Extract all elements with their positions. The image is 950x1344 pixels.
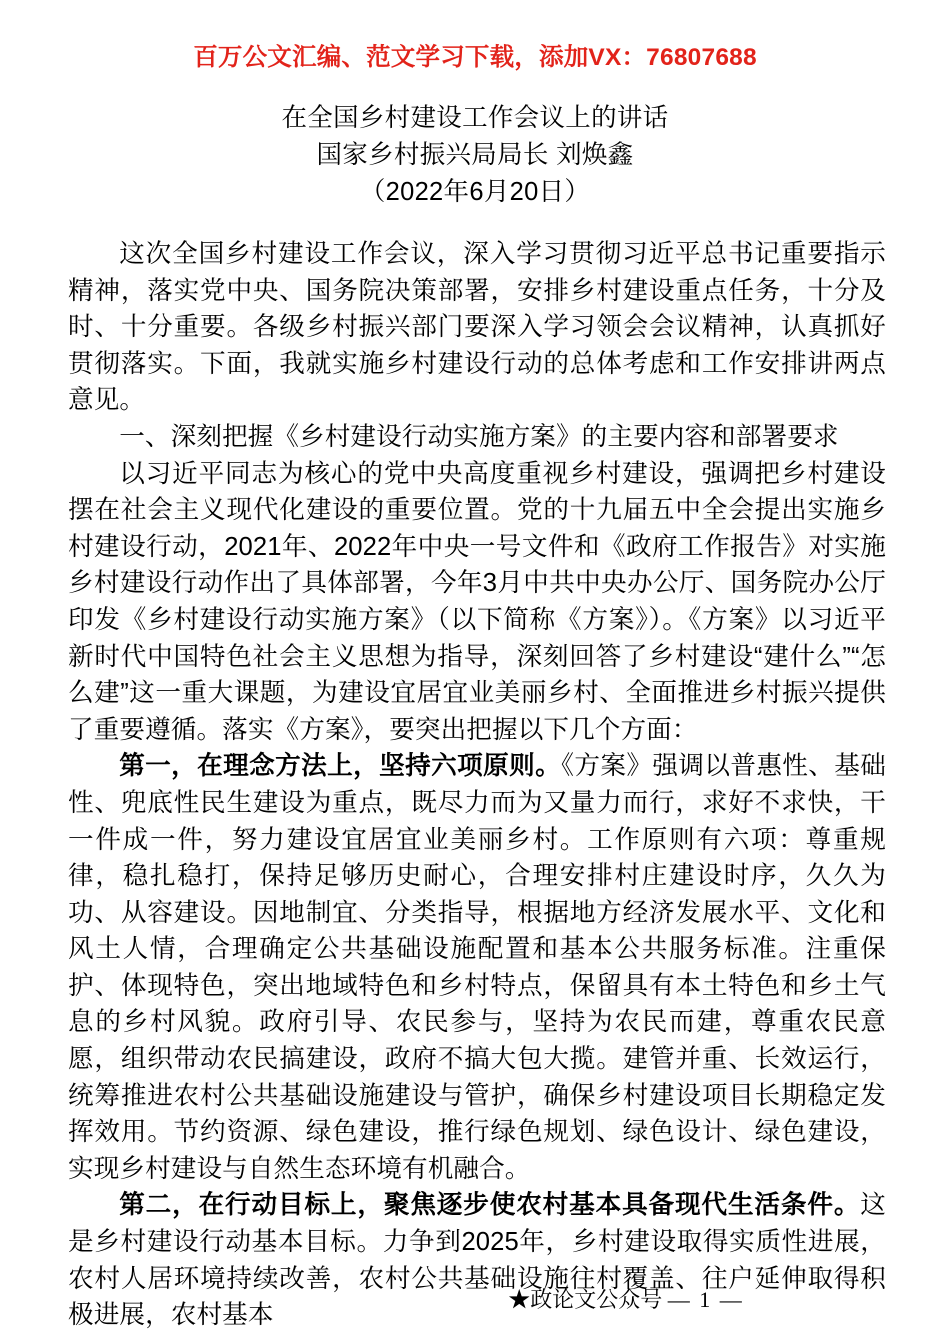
document-date: （2022年6月20日） bbox=[359, 178, 591, 206]
footer-dash-right: — bbox=[719, 1287, 742, 1312]
footer-inner bbox=[508, 1283, 742, 1314]
page-footer bbox=[0, 1283, 950, 1314]
footer-brand-label: ★政论文公众号 bbox=[508, 1287, 663, 1312]
document-author: 国家乡村振兴局局长 刘焕鑫 bbox=[316, 141, 634, 169]
paragraph-bold-lead: 第一，在理念方法上，坚持六项原则。 bbox=[119, 752, 562, 781]
footer-dash-left: — bbox=[667, 1287, 690, 1312]
paragraph-point-one bbox=[68, 748, 886, 1187]
page-number: 1 bbox=[699, 1287, 711, 1312]
section-heading-one bbox=[68, 419, 886, 456]
paragraph-text: 这次全国乡村建设工作会议，深入学习贯彻习近平总书记重要指示精神，落实党中央、国务院决策部署，安排乡村建设重点任务，十分及时、十分重要。各级乡村振兴部门要深入学习领会会议精神，认真抓好贯彻落实。下面，我就实施乡村建设行动的总体考虑和工作安排讲两点意见。 bbox=[68, 240, 886, 415]
promo-header-banner: 百万公文汇编、范文学习下载，添加VX：76807688 bbox=[193, 44, 757, 71]
paragraph-bold-lead: 第二，在行动目标上，聚焦逐步使农村基本具备现代生活条件。 bbox=[119, 1191, 861, 1220]
paragraph-opening bbox=[68, 236, 886, 419]
paragraph-text: 以习近平同志为核心的党中央高度重视乡村建设，强调把乡村建设摆在社会主义现代化建设的重要位置。党的十九届五中全会提出实施乡村建设行动，2021年、2022年中央一号文件和《政府工作报告》对实施乡村建设行动作出了具体部署，今年3月中共中央办公厅、国务院办公厅印发《乡村建设行动实施方案》（以下简称《方案》）。《方案》以习近平新时代中国特色社会主义思想为指导，深刻回答了乡村建设“建什么”“怎么建”这一重大课题，为建设宜居宜业美丽乡村、全面推进乡村振兴提供了重要遵循。落实《方案》，要突出把握以下几个方面： bbox=[68, 459, 886, 744]
title-block bbox=[0, 100, 950, 211]
document-title: 在全国乡村建设工作会议上的讲话 bbox=[281, 104, 669, 132]
paragraph-text: 这是乡村建设行动基本目标。力争到2025年，乡村建设取得实质性进展，农村人居环境持续改善，农村公共基础设施往村覆盖、往户延伸取得积极进展，农村基本 bbox=[68, 1191, 886, 1330]
paragraph-text: 《方案》强调以普惠性、基础性、兜底性民生建设为重点，既尽力而为又量力而行，求好不求快，干一件成一件，努力建设宜居宜业美丽乡村。工作原则有六项：尊重规律，稳扎稳打，保持足够历史耐心，合理安排村庄建设时序，久久为功、从容建设。因地制宜、分类指导，根据地方经济发展水平、文化和风土人情，合理确定公共基础设施配置和基本公共服务标准。注重保护、体现特色，突出地域特色和乡村特点，保留具有本土特色和乡土气息的乡村风貌。政府引导、农民参与，坚持为农民而建，尊重农民意愿，组织带动农民搞建设，政府不搞大包大揽。建管并重、长效运行，统筹推进农村公共基础设施建设与管护，确保乡村建设项目长期稳定发挥效用。节约资源、绿色建设，推行绿色规划、绿色设计、绿色建设，实现乡村建设与自然生态环境有机融合。 bbox=[68, 752, 886, 1183]
document-body bbox=[68, 236, 886, 1334]
paragraph-section-one-body bbox=[68, 456, 886, 749]
paragraph-text: 一、深刻把握《乡村建设行动实施方案》的主要内容和部署要求 bbox=[119, 422, 839, 451]
